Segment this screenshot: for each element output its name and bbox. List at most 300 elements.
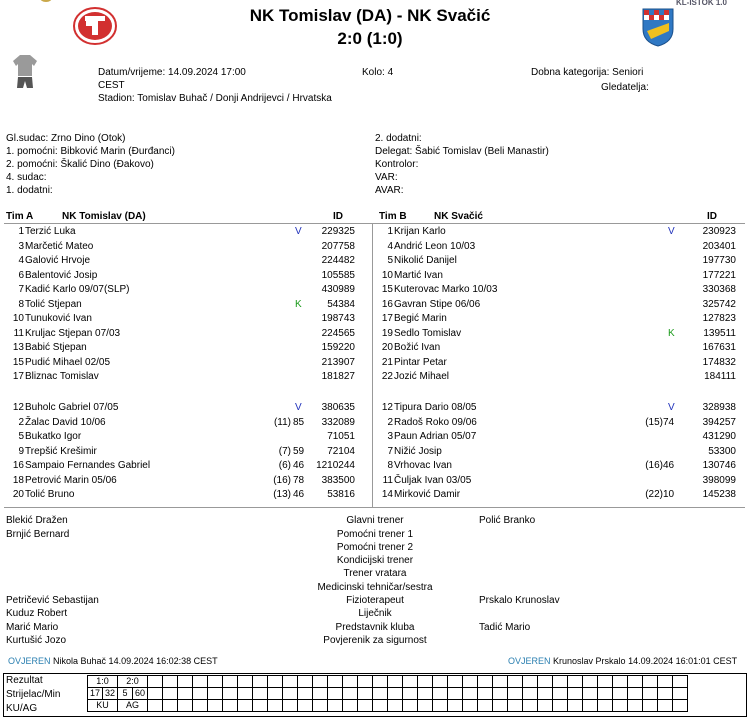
result-cell <box>268 700 283 712</box>
result-cell <box>478 688 493 700</box>
player-name: Čuljak Ivan 03/05 <box>394 474 472 486</box>
result-cell <box>538 676 553 688</box>
result-cell <box>358 688 373 700</box>
result-cell <box>343 688 358 700</box>
player-name: Nižić Josip <box>394 445 442 457</box>
substitution-minute: 46 <box>293 489 305 500</box>
staff-role: Kondicijski trener <box>336 555 414 566</box>
player-name: Petrović Marin 05/06 <box>25 474 117 486</box>
away-club-logo <box>641 7 675 47</box>
result-cell <box>508 676 523 688</box>
home-staff-member: Brnjić Bernard <box>6 529 70 540</box>
player-row <box>0 283 370 297</box>
result-cell <box>568 676 583 688</box>
player-id: 167631 <box>702 342 736 353</box>
player-number: 1 <box>18 226 24 237</box>
result-cell <box>298 700 313 712</box>
player-row <box>0 459 370 473</box>
result-cell <box>238 700 253 712</box>
player-id: 394257 <box>702 416 736 428</box>
player-number: 17 <box>12 371 24 382</box>
result-cell <box>598 688 613 700</box>
player-number: 22 <box>381 371 393 382</box>
official-line: Kontrolor: <box>375 159 419 170</box>
staff-role: Medicinski tehničar/sestra <box>317 582 433 593</box>
result-cell <box>328 676 343 688</box>
player-number: 19 <box>381 327 393 339</box>
player-name: Tipura Dario 08/05 <box>394 402 477 413</box>
result-cell <box>223 688 238 700</box>
staff-role: Pomoćni trener 2 <box>336 542 414 553</box>
result-cell <box>478 700 493 712</box>
result-cell <box>208 676 223 688</box>
player-number: 13 <box>12 342 24 353</box>
player-row <box>0 488 370 502</box>
player-role-badge: V <box>668 402 675 413</box>
result-cell <box>163 700 178 712</box>
player-row <box>0 474 370 488</box>
result-cell <box>403 688 418 700</box>
player-number: 7 <box>387 445 393 457</box>
player-row <box>373 488 743 502</box>
player-row <box>0 254 370 268</box>
result-cell <box>448 688 463 700</box>
result-cell <box>583 676 598 688</box>
player-number: 12 <box>381 402 393 413</box>
result-label: Rezultat <box>6 675 43 686</box>
result-cell <box>463 700 478 712</box>
result-cell <box>343 676 358 688</box>
verified-by-home: Nikola Buhač 14.09.2024 16:02:38 CEST <box>53 656 218 666</box>
result-grid <box>87 675 688 712</box>
result-cell <box>613 676 628 688</box>
official-line: Delegat: Šabić Tomislav (Beli Manastir) <box>375 146 549 157</box>
player-number: 15 <box>12 356 24 368</box>
player-row <box>373 370 743 384</box>
player-name: Božić Ivan <box>394 342 441 353</box>
player-role-badge: V <box>668 226 675 237</box>
player-name: Kuterovac Marko 10/03 <box>394 284 498 295</box>
player-row <box>373 254 743 268</box>
result-cell <box>253 676 268 688</box>
player-name: Babić Stjepan <box>25 342 87 353</box>
player-row <box>0 356 370 370</box>
player-row <box>0 370 370 384</box>
player-number: 14 <box>381 489 393 500</box>
player-row <box>373 459 743 473</box>
official-line: Gl.sudac: Zrno Dino (Otok) <box>6 133 126 144</box>
player-name: Jozić Mihael <box>394 371 450 382</box>
result-cell <box>388 688 403 700</box>
result-table-row <box>88 676 688 688</box>
divider <box>4 223 745 224</box>
result-cell: 1:0 <box>88 676 118 688</box>
player-number: 10 <box>12 313 24 324</box>
team-a-id-header: ID <box>333 211 343 222</box>
result-cell <box>673 700 688 712</box>
result-cell <box>193 676 208 688</box>
result-cell <box>268 688 283 700</box>
match-score: 2:0 (1:0) <box>337 29 403 48</box>
result-cell <box>598 700 613 712</box>
player-name: Radoš Roko 09/06 <box>394 416 477 428</box>
result-cell <box>583 700 598 712</box>
player-name: Sedlo Tomislav <box>394 327 462 339</box>
player-name: Andrić Leon 10/03 <box>394 240 476 252</box>
result-cell <box>388 700 403 712</box>
match-stadium: Stadion: Tomislav Buhač / Donji Andrijevci / Hrvatska <box>98 93 332 104</box>
player-id: 213907 <box>321 356 355 368</box>
verified-by-away: Krunoslav Prskalo 14.09.2024 16:01:01 CEST <box>553 656 738 666</box>
player-row <box>0 269 370 283</box>
result-cell <box>583 688 598 700</box>
player-id: 383500 <box>321 474 355 486</box>
player-id: 71051 <box>327 431 355 442</box>
result-cell <box>268 676 283 688</box>
team-a-label: Tim A <box>6 211 34 222</box>
substitution-for: (15) <box>645 416 663 428</box>
player-row <box>0 327 370 341</box>
player-row <box>373 240 743 254</box>
player-id: 229325 <box>321 226 355 237</box>
player-name: Balentović Josip <box>25 269 98 281</box>
official-line: 2. pomoćni: Škalić Dino (Đakovo) <box>6 159 154 170</box>
divider <box>4 507 745 508</box>
player-name: Marčetić Mateo <box>25 240 94 252</box>
result-cell <box>553 688 568 700</box>
result-cell <box>373 688 388 700</box>
result-cell <box>418 700 433 712</box>
match-datetime: Datum/vrijeme: 14.09.2024 17:00 <box>98 67 246 78</box>
result-cell <box>538 700 553 712</box>
player-row <box>373 312 743 326</box>
player-number: 12 <box>12 402 24 413</box>
player-row <box>0 401 370 415</box>
player-row <box>373 356 743 370</box>
result-cell <box>433 700 448 712</box>
substitution-for: (22) <box>645 489 663 500</box>
player-name: Terzić Luka <box>25 226 76 237</box>
result-cell <box>253 700 268 712</box>
player-id: 53816 <box>327 489 355 500</box>
result-cell <box>628 700 643 712</box>
player-id: 177221 <box>702 269 736 281</box>
player-name: Bukatko Igor <box>25 431 82 442</box>
scorer-label: Strijelac/Min <box>6 689 61 700</box>
substitution-minute: 10 <box>663 489 675 500</box>
player-id: 380635 <box>321 402 355 413</box>
player-role-badge: V <box>295 226 302 237</box>
result-cell <box>343 700 358 712</box>
away-staff-member: Prskalo Krunoslav <box>479 595 560 606</box>
result-cell <box>373 676 388 688</box>
official-line: VAR: <box>375 172 398 183</box>
substitution-for: (7) <box>278 445 291 457</box>
result-cell <box>643 676 658 688</box>
result-cell <box>313 676 328 688</box>
player-name: Pintar Petar <box>394 356 447 368</box>
result-cell <box>313 688 328 700</box>
player-id: 430989 <box>321 284 355 295</box>
player-id: 159220 <box>321 342 355 353</box>
result-cell <box>463 676 478 688</box>
player-id: 325742 <box>702 298 736 310</box>
ku-ag-label: KU/AG <box>6 703 38 714</box>
match-title: NK Tomislav (DA) - NK Svačić <box>249 6 491 25</box>
player-number: 2 <box>18 416 24 428</box>
player-name: Gavran Stipe 06/06 <box>394 298 481 310</box>
home-club-logo <box>72 6 118 46</box>
substitution-for: (16) <box>273 474 291 486</box>
player-id: 198743 <box>321 313 355 324</box>
result-cell <box>283 676 298 688</box>
player-number: 4 <box>18 255 24 266</box>
result-cell <box>208 700 223 712</box>
player-id: 207758 <box>321 240 355 252</box>
player-row <box>373 430 743 444</box>
player-row <box>0 225 370 239</box>
result-cell <box>358 700 373 712</box>
player-row <box>373 327 743 341</box>
player-name: Kruljac Stjepan 07/03 <box>25 327 121 339</box>
player-number: 7 <box>18 284 24 295</box>
result-cell <box>478 676 493 688</box>
player-number: 3 <box>387 431 393 442</box>
result-cell <box>508 700 523 712</box>
result-cell <box>388 676 403 688</box>
player-name: Tolić Bruno <box>25 489 75 500</box>
player-row <box>373 474 743 488</box>
match-timezone: CEST <box>98 80 125 91</box>
result-cell <box>568 700 583 712</box>
result-cell <box>643 688 658 700</box>
coin-icon <box>40 0 52 2</box>
player-row <box>0 298 370 312</box>
result-cell <box>178 700 193 712</box>
result-cell <box>493 676 508 688</box>
result-cell: 2:0 <box>118 676 148 688</box>
official-line: 2. dodatni: <box>375 133 422 144</box>
result-cell <box>628 688 643 700</box>
player-id: 184111 <box>704 371 736 382</box>
player-number: 6 <box>18 269 24 281</box>
player-number: 2 <box>387 416 393 428</box>
substitution-for: (6) <box>278 460 291 471</box>
result-cell <box>163 688 178 700</box>
player-name: Kadić Karlo 09/07(SLP) <box>25 284 130 295</box>
result-cell <box>448 676 463 688</box>
home-staff-member: Blekić Dražen <box>6 515 68 526</box>
result-cell <box>148 688 163 700</box>
result-cell <box>493 688 508 700</box>
player-number: 18 <box>12 474 24 486</box>
player-row <box>0 430 370 444</box>
staff-role: Glavni trener <box>346 515 404 526</box>
result-cell <box>328 700 343 712</box>
player-number: 15 <box>381 284 393 295</box>
result-cell <box>673 676 688 688</box>
result-cell <box>193 688 208 700</box>
result-cell <box>193 700 208 712</box>
result-cell <box>553 676 568 688</box>
result-cell <box>523 688 538 700</box>
player-name: Begić Marin <box>394 313 447 324</box>
result-cell <box>568 688 583 700</box>
result-cell <box>448 700 463 712</box>
player-name: Paun Adrian 05/07 <box>394 431 477 442</box>
home-staff-member: Kurtušić Jozo <box>6 635 67 646</box>
official-line: 4. sudac: <box>6 172 47 183</box>
player-number: 4 <box>387 240 393 252</box>
result-cell <box>313 700 328 712</box>
home-staff-member: Kuduz Robert <box>6 608 68 619</box>
official-line: 1. pomoćni: Bibković Marin (Đurđanci) <box>6 146 175 157</box>
result-cell: 32 <box>103 688 118 700</box>
result-cell <box>598 676 613 688</box>
result-cell: KU <box>88 700 118 712</box>
result-cell <box>298 688 313 700</box>
player-number: 3 <box>18 240 24 252</box>
result-cell <box>163 676 178 688</box>
player-row <box>0 341 370 355</box>
player-number: 5 <box>387 255 393 266</box>
player-number: 9 <box>18 445 24 457</box>
substitution-minute: 78 <box>293 474 305 486</box>
player-name: Vrhovac Ivan <box>394 460 452 471</box>
substitution-minute: 74 <box>663 416 675 428</box>
player-number: 10 <box>381 269 393 281</box>
player-name: Buholc Gabriel 07/05 <box>25 402 119 413</box>
player-id: 230923 <box>702 226 736 237</box>
result-cell <box>178 688 193 700</box>
substitution-for: (16) <box>645 460 663 471</box>
substitution-for: (13) <box>273 489 291 500</box>
competition-label: KL-ISTOK 1.0 <box>676 0 727 7</box>
player-number: 20 <box>381 342 393 353</box>
player-row <box>373 341 743 355</box>
result-cell <box>403 676 418 688</box>
away-staff-member: Polić Branko <box>479 515 536 526</box>
result-cell <box>658 676 673 688</box>
player-name: Krijan Karlo <box>394 226 446 237</box>
player-number: 21 <box>381 356 393 368</box>
staff-role: Pomoćni trener 1 <box>336 529 414 540</box>
substitution-minute: 85 <box>293 416 305 428</box>
player-number: 16 <box>12 460 24 471</box>
team-b-label: Tim B <box>379 211 407 222</box>
result-cell <box>358 676 373 688</box>
player-role-badge: K <box>668 327 675 339</box>
player-id: 127823 <box>702 313 736 324</box>
staff-role: Fizioterapeut <box>346 595 404 606</box>
result-cell <box>658 700 673 712</box>
result-cell <box>148 676 163 688</box>
officials-left <box>6 132 175 197</box>
player-row <box>373 416 743 430</box>
substitution-minute: 46 <box>663 460 675 471</box>
result-cell: AG <box>118 700 148 712</box>
staff-role: Trener vratara <box>343 568 407 579</box>
result-cell <box>238 688 253 700</box>
substitution-minute: 46 <box>293 460 305 471</box>
result-cell <box>283 688 298 700</box>
player-name: Martić Ivan <box>394 269 443 281</box>
result-cell <box>538 688 553 700</box>
player-name: Tunuković Ivan <box>25 313 92 324</box>
player-name: Pudić Mihael 02/05 <box>25 356 111 368</box>
result-table <box>87 675 688 712</box>
player-role-badge: K <box>295 298 302 310</box>
player-id: 224565 <box>321 327 355 339</box>
result-cell <box>223 676 238 688</box>
player-id: 332089 <box>321 416 355 428</box>
result-cell: 5 <box>118 688 133 700</box>
result-cell <box>178 676 193 688</box>
verified-label: OVJEREN <box>8 656 51 666</box>
official-line: 1. dodatni: <box>6 185 53 196</box>
player-row <box>373 445 743 459</box>
player-number: 1 <box>387 226 393 237</box>
result-cell <box>328 688 343 700</box>
result-cell <box>283 700 298 712</box>
home-staff-member: Petričević Sebastijan <box>6 595 99 606</box>
player-number: 17 <box>381 313 393 324</box>
player-id: 203401 <box>702 240 736 252</box>
result-cell <box>613 688 628 700</box>
verification-right <box>508 656 737 666</box>
result-cell <box>373 700 388 712</box>
staff-role: Liječnik <box>358 608 392 619</box>
player-row <box>373 283 743 297</box>
player-number: 8 <box>18 298 24 310</box>
player-id: 130746 <box>702 460 736 471</box>
official-line: AVAR: <box>375 185 404 196</box>
result-table-row <box>88 700 688 712</box>
player-number: 20 <box>12 489 24 500</box>
player-id: 197730 <box>702 255 736 266</box>
substitution-for: (11) <box>273 416 291 428</box>
result-cell <box>463 688 478 700</box>
result-cell <box>658 688 673 700</box>
player-name: Sampaio Fernandes Gabriel <box>25 460 151 471</box>
result-cell <box>493 700 508 712</box>
player-id: 224482 <box>321 255 355 266</box>
match-round: Kolo: 4 <box>362 67 394 78</box>
player-name: Bliznac Tomislav <box>25 371 99 382</box>
player-id: 139511 <box>703 327 736 339</box>
result-cell <box>208 688 223 700</box>
result-cell <box>613 700 628 712</box>
player-row <box>0 312 370 326</box>
player-id: 72104 <box>327 445 355 457</box>
result-cell <box>418 688 433 700</box>
result-cell: 17 <box>88 688 103 700</box>
player-name: Galović Hrvoje <box>25 255 91 266</box>
player-id: 328938 <box>702 402 736 413</box>
result-cell: 60 <box>133 688 148 700</box>
result-cell <box>298 676 313 688</box>
result-cell <box>523 676 538 688</box>
player-number: 8 <box>387 460 393 471</box>
result-cell <box>628 676 643 688</box>
age-category: Dobna kategorija: Seniori <box>531 67 644 78</box>
result-cell <box>403 700 418 712</box>
result-cell <box>553 700 568 712</box>
result-cell <box>523 700 538 712</box>
player-name: Trepšić Krešimir <box>25 445 97 457</box>
verification-left <box>8 656 218 666</box>
player-row <box>373 298 743 312</box>
